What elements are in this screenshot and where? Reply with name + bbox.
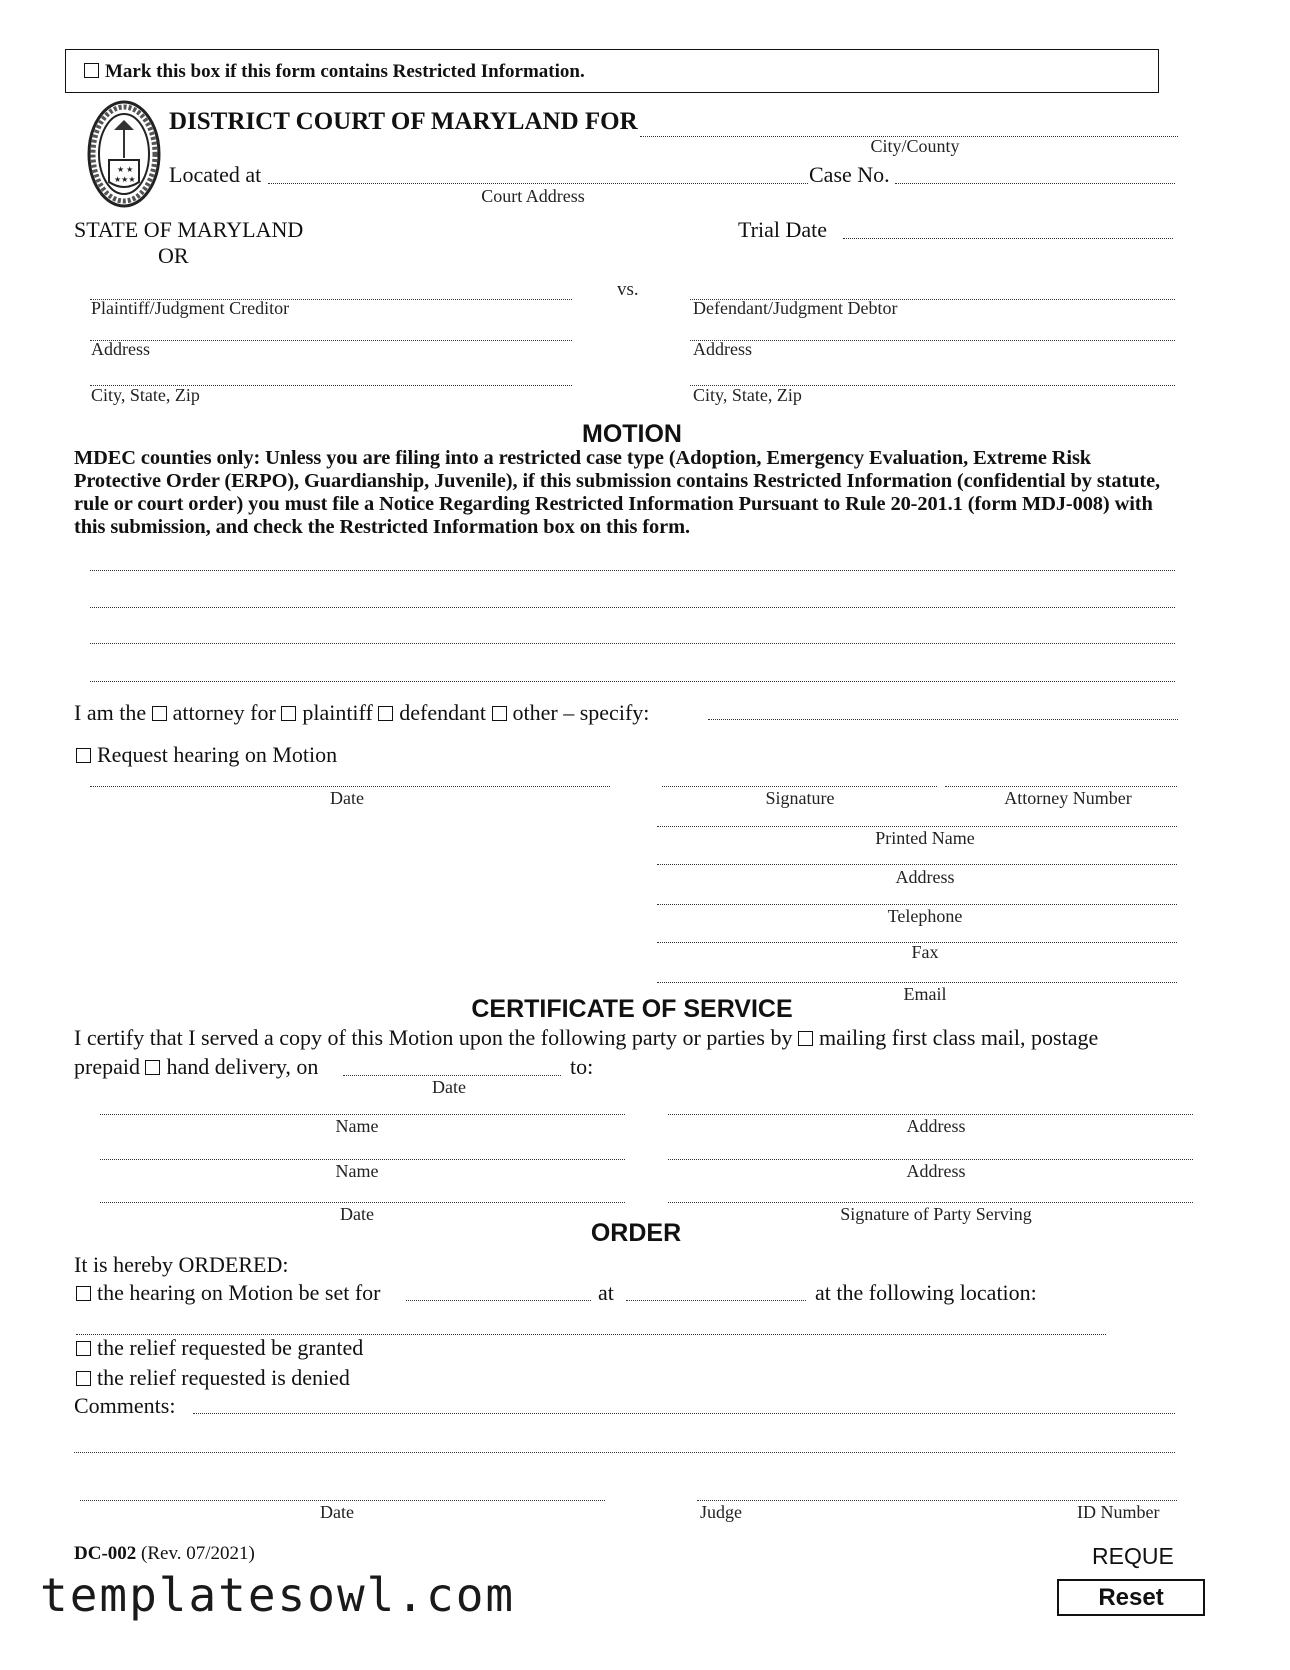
mdec-notice: MDEC counties only: Unless you are filing into a restricted case type (Adoption, Emergency Evaluation, Extreme Risk Protective Order (ERPO), Guardianship, Juvenile), if this submission contains Restricted Information (confidential by statute, rule or court order) you must file a Notice Regarding Restricted Information Pursuant to Rule 20-201.1 (form MDJ-008) with this submission, and check the Restricted Information box on this form. <box>74 447 1161 538</box>
relief-denied-line <box>76 1365 350 1391</box>
telephone-field[interactable] <box>657 904 1177 905</box>
relief-granted-checkbox[interactable] <box>76 1341 91 1356</box>
other-checkbox[interactable] <box>492 706 507 721</box>
hand-delivery-checkbox[interactable] <box>145 1060 160 1075</box>
reque-label: REQUE <box>1092 1543 1174 1569</box>
mailing-checkbox[interactable] <box>798 1031 813 1046</box>
motion-date-field[interactable] <box>90 786 610 787</box>
email-label: Email <box>903 984 947 1004</box>
attorney-number-label: Attorney Number <box>1004 788 1132 808</box>
signature-field[interactable] <box>662 786 937 787</box>
role-line <box>74 700 649 726</box>
case-no-field[interactable] <box>895 183 1175 184</box>
other-specify-label: other – specify: <box>512 700 650 725</box>
motion-text-line-1[interactable] <box>90 570 1175 571</box>
court-address-label: Court Address <box>481 186 585 206</box>
certificate-line-1 <box>74 1025 1098 1051</box>
at-label: at <box>598 1280 614 1305</box>
court-address-field[interactable] <box>268 183 808 184</box>
other-specify-field[interactable] <box>708 719 1178 720</box>
request-hearing-checkbox[interactable] <box>76 748 91 763</box>
served-address-1-field[interactable] <box>668 1114 1193 1115</box>
order-title: ORDER <box>590 1219 682 1247</box>
motion-text-line-2[interactable] <box>90 607 1175 608</box>
served-name-1-label: Name <box>335 1116 379 1136</box>
comments-field-2[interactable] <box>74 1452 1175 1453</box>
svg-text:★★★: ★★★ <box>114 175 136 184</box>
defendant-option-label: defendant <box>399 700 487 725</box>
party-serving-signature-field[interactable] <box>668 1202 1193 1203</box>
restricted-info-label: Mark this box if this form contains Restricted Information. <box>105 61 585 82</box>
defendant-city-label: City, State, Zip <box>693 385 802 405</box>
or-label: OR <box>158 243 189 268</box>
watermark: templatesowl.com <box>40 1568 516 1622</box>
city-county-label: City/County <box>870 136 960 156</box>
certificate-date-field[interactable] <box>100 1202 625 1203</box>
request-hearing-label: Request hearing on Motion <box>97 742 338 767</box>
motion-text-line-3[interactable] <box>90 643 1175 644</box>
party-serving-signature-label: Signature of Party Serving <box>840 1204 1032 1224</box>
certificate-line-2 <box>74 1054 318 1080</box>
attorney-for-label: attorney for <box>172 700 276 725</box>
to-label: to: <box>570 1054 594 1079</box>
served-address-2-field[interactable] <box>668 1159 1193 1160</box>
form-code <box>74 1543 255 1565</box>
id-number-label: ID Number <box>1077 1502 1160 1522</box>
restricted-info-box <box>65 49 1159 93</box>
motion-date-label: Date <box>330 788 364 808</box>
ordered-label: It is hereby ORDERED: <box>74 1252 289 1277</box>
certificate-title: CERTIFICATE OF SERVICE <box>471 995 793 1023</box>
plaintiff-address-label: Address <box>91 339 150 359</box>
reset-button[interactable]: Reset <box>1057 1579 1205 1616</box>
court-seal-logo <box>87 100 161 208</box>
plaintiff-address-field[interactable] <box>90 340 572 341</box>
served-name-2-label: Name <box>335 1161 379 1181</box>
plaintiff-label: Plaintiff/Judgment Creditor <box>91 298 290 318</box>
order-date-label: Date <box>320 1502 354 1522</box>
defendant-address-label: Address <box>693 339 752 359</box>
trial-date-field[interactable] <box>843 238 1173 239</box>
attorney-number-field[interactable] <box>945 786 1177 787</box>
printed-name-label: Printed Name <box>875 828 975 848</box>
i-am-the-label: I am the <box>74 700 147 725</box>
located-at-label: Located at <box>169 162 262 187</box>
court-title: DISTRICT COURT OF MARYLAND FOR <box>169 108 638 135</box>
service-date-field[interactable] <box>343 1075 561 1076</box>
form-code-number: DC-002 <box>74 1543 137 1564</box>
relief-denied-checkbox[interactable] <box>76 1371 91 1386</box>
relief-granted-label: the relief requested be granted <box>97 1335 364 1360</box>
request-hearing-line <box>76 742 337 768</box>
motion-title: MOTION <box>582 420 682 448</box>
served-address-1-label: Address <box>906 1116 966 1136</box>
comments-label: Comments: <box>74 1393 176 1418</box>
hearing-time-field[interactable] <box>626 1300 806 1301</box>
following-location-label: at the following location: <box>815 1280 1037 1305</box>
hearing-date-field[interactable] <box>406 1300 591 1301</box>
printed-name-field[interactable] <box>657 826 1177 827</box>
attorney-checkbox[interactable] <box>152 706 167 721</box>
motion-text-line-4[interactable] <box>90 681 1175 682</box>
order-date-field[interactable] <box>80 1500 605 1501</box>
defendant-label: Defendant/Judgment Debtor <box>693 298 898 318</box>
signature-label: Signature <box>765 788 835 808</box>
hand-delivery-label: hand delivery, on <box>166 1054 319 1079</box>
plaintiff-checkbox[interactable] <box>281 706 296 721</box>
hearing-set-checkbox[interactable] <box>76 1286 91 1301</box>
telephone-label: Telephone <box>887 906 963 926</box>
case-no-label: Case No. <box>809 162 890 187</box>
hearing-set-label: the hearing on Motion be set for <box>97 1280 381 1305</box>
svg-text:★ ★: ★ ★ <box>117 165 134 174</box>
certify-text: I certify that I served a copy of this Motion upon the following party or parties by <box>74 1025 793 1050</box>
hearing-set-line <box>76 1280 381 1306</box>
comments-field-1[interactable] <box>193 1413 1175 1414</box>
relief-denied-label: the relief requested is denied <box>97 1365 350 1390</box>
trial-date-label: Trial Date <box>738 217 828 242</box>
served-name-1-field[interactable] <box>100 1114 625 1115</box>
judge-field[interactable] <box>697 1500 1177 1501</box>
prepaid-label: prepaid <box>74 1054 140 1079</box>
fax-label: Fax <box>911 942 939 962</box>
vs-label: vs. <box>617 279 639 300</box>
mailing-label: mailing first class mail, postage <box>819 1025 1099 1050</box>
served-address-2-label: Address <box>906 1161 966 1181</box>
plaintiff-city-label: City, State, Zip <box>91 385 200 405</box>
email-field[interactable] <box>657 982 1177 983</box>
defendant-address-field[interactable] <box>690 340 1175 341</box>
served-name-2-field[interactable] <box>100 1159 625 1160</box>
attorney-address-label: Address <box>895 867 955 887</box>
certificate-date-label: Date <box>340 1204 374 1224</box>
state-of-maryland: STATE OF MARYLAND <box>74 217 304 242</box>
service-date-label: Date <box>432 1077 466 1097</box>
restricted-info-checkbox[interactable] <box>84 63 99 78</box>
form-revision: (Rev. 07/2021) <box>141 1543 255 1564</box>
defendant-checkbox[interactable] <box>378 706 393 721</box>
relief-granted-line <box>76 1335 363 1361</box>
judge-label: Judge <box>700 1502 742 1522</box>
attorney-address-field[interactable] <box>657 864 1177 865</box>
plaintiff-option-label: plaintiff <box>302 700 373 725</box>
